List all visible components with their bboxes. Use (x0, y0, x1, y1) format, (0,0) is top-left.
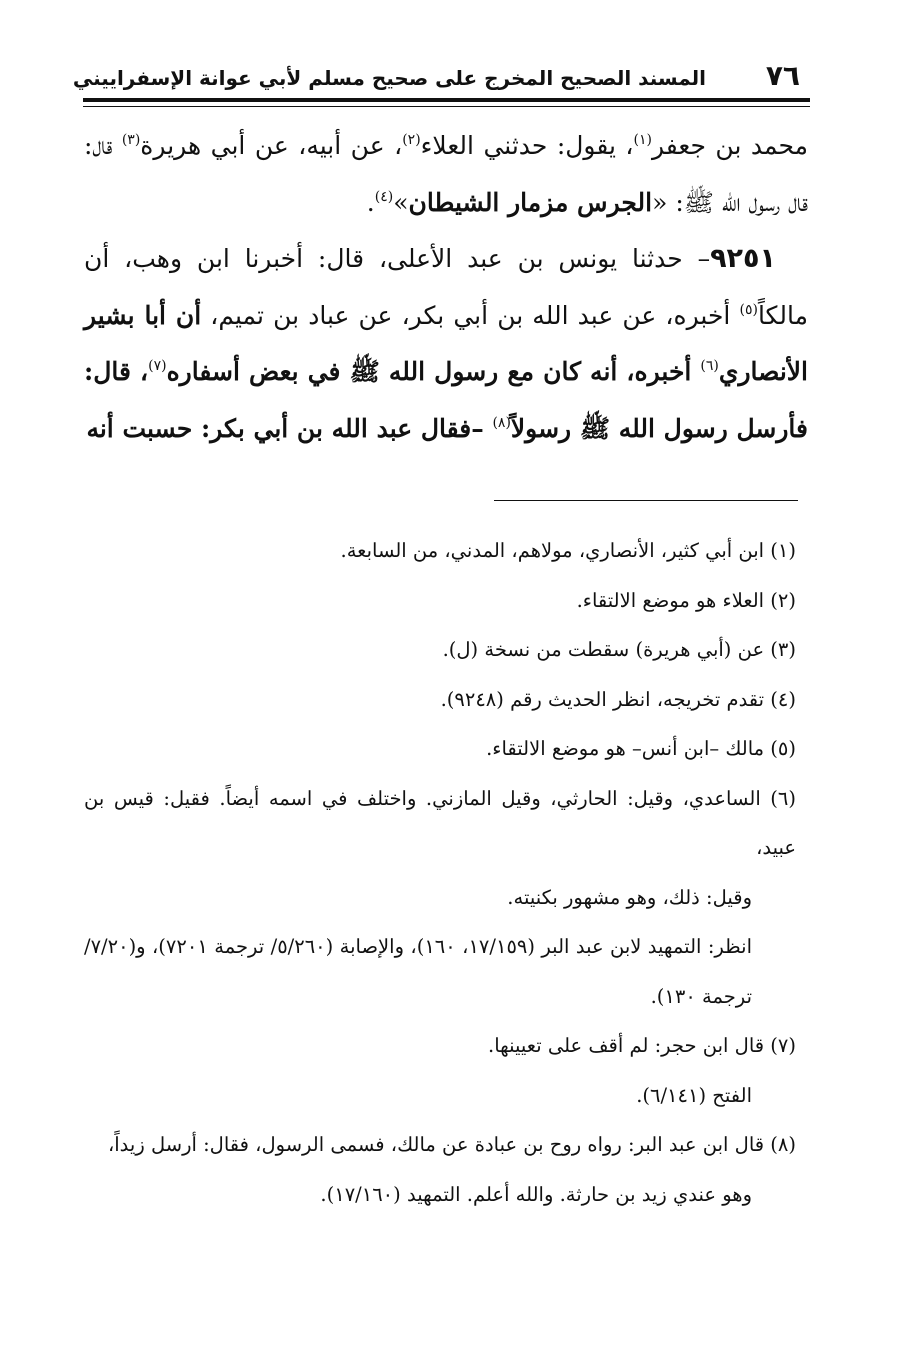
paragraph-2 (84, 231, 808, 457)
footnote-6 (84, 774, 796, 923)
bold-text: أن أبا بشير الأنصاري (84, 300, 808, 386)
text-run: – حدثنا يونس بن عبد الأعلى، قال: أخبرنا ابن وهب، أن مالكاً (84, 244, 808, 330)
footnote-7: (٧) قال ابن حجر: لم أقف على تعيينها. (488, 1034, 796, 1057)
footnote-8-text: (٨) قال ابن عبد البر: رواه روح بن عبادة عن مالك، فسمى الرسول، فقال: أرسل زيداً، (107, 1133, 796, 1156)
footnote-marker: (٥) (739, 301, 758, 318)
header-rule-thin (83, 106, 810, 107)
text-run: ، يقول: حدثني العلاء (420, 131, 634, 160)
footnote-marker: (٦) (700, 358, 719, 374)
footnotes (84, 526, 796, 1219)
hadith-quote: الجرس مزمار الشيطان (408, 187, 653, 217)
footnote-6-reference: انظر: التمهيد لابن عبد البر (١٧/١٥٩، ١٦٠)، والإصابة (٥/٢٦٠/ ترجمة ٧٢٠١)، و(٧/٢٠/ ترجمة ١٣٠). (84, 935, 753, 1008)
text-run: أخبره، عن عبد الله بن أبي بكر، عن عباد بن تميم، (201, 300, 740, 330)
footnote-8 (84, 1120, 796, 1219)
footnote-4: (٤) تقدم تخريجه، انظر الحديث رقم (٩٢٤٨). (440, 687, 796, 711)
footnote-marker: (٣) (121, 132, 141, 148)
footnote-5: (٥) مالك –ابن أنس– هو موضع الالتقاء. (486, 737, 796, 760)
footnote-marker: (٢) (402, 132, 421, 148)
text-run: » (393, 187, 409, 217)
page-number: ٧٦ (765, 59, 800, 92)
main-text (84, 118, 808, 457)
footnote-8-continuation: وهو عندي زيد بن حارثة. والله أعلم. التمهيد (١٧/١٦٠). (320, 1182, 752, 1206)
running-title: المسند الصحيح المخرج على صحيح مسلم لأبي عوانة الإسفراييني (72, 66, 706, 90)
text-run: . (366, 187, 375, 217)
footnote-marker: (١) (633, 132, 652, 148)
text-run: قال: (84, 131, 122, 160)
footnote-6-continuation: وقيل: ذلك، وهو مشهور بكنيته. (507, 885, 752, 909)
footnote-separator (494, 500, 798, 501)
header-rule (83, 98, 810, 102)
footnote-2: (٢) العلاء هو موضع الالتقاء. (576, 588, 796, 612)
footnote-7-reference: الفتح (٦/١٤١). (636, 1083, 752, 1107)
bold-text: ، قال: فأرسل رسول الله ﷺ رسولاً (84, 357, 808, 443)
footnote-marker: (٧) (148, 358, 167, 374)
bold-text: –فقال عبد الله بن أبي بكر: حسبت أنه (86, 413, 493, 443)
bold-text: أخبره، أنه كان مع رسول الله ﷺ في بعض أسفاره (166, 357, 701, 386)
text-run: ، عن أبيه، عن أبي هريرة (140, 131, 403, 160)
running-header (72, 58, 810, 100)
footnote-6-text: (٦) الساعدي، وقيل: الحارثي، وقيل المازني. واختلف في اسمه أيضاً. فقيل: قيس بن عبيد، (84, 786, 796, 859)
footnote-1: (١) ابن أبي كثير، الأنصاري، مولاهم، المدني، من السابعة. (340, 539, 796, 562)
footnote-marker: (٤) (374, 188, 394, 205)
footnote-marker: (٨) (492, 414, 511, 431)
text-run: قال رسول الله ﷺ: « (652, 187, 808, 217)
paragraph-1 (84, 118, 808, 231)
hadith-number: ٩٢٥١ (710, 243, 776, 274)
text-run: محمد بن جعفر (651, 131, 809, 160)
footnote-3: (٣) عن (أبي هريرة) سقطت من نسخة (ل). (442, 638, 796, 661)
